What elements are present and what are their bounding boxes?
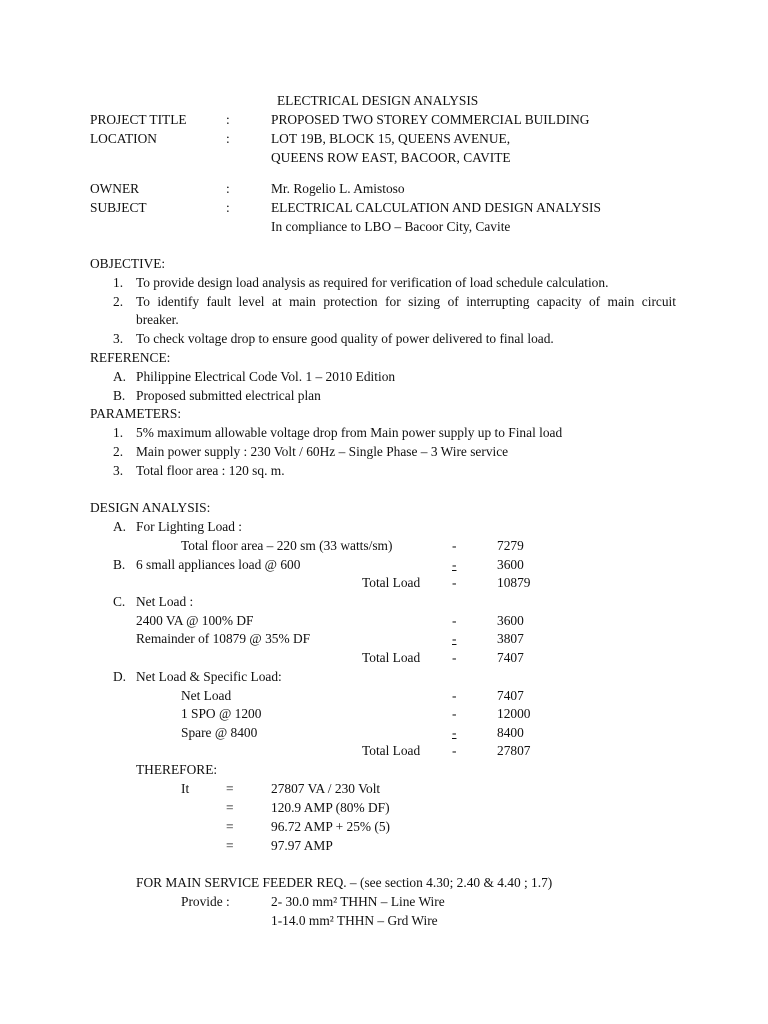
net-load-row-1-value: 3600 (497, 613, 524, 628)
appliance-load-dash: - (452, 557, 457, 572)
design-analysis-heading: DESIGN ANALYSIS: (90, 500, 211, 515)
design-marker-d: D. (113, 669, 127, 684)
therefore-heading: THEREFORE: (136, 762, 218, 777)
objective-item-2-continued: breaker. (136, 312, 179, 327)
lighting-load-row-value: 7279 (497, 538, 524, 553)
specific-load-row-2-dash: - (452, 706, 457, 721)
project-title-label: PROJECT TITLE (90, 112, 187, 127)
objective-item-2: To identify fault level at main protection for sizing of interrupting capacity of main circuit (136, 294, 676, 309)
appliance-load-underlined-cell (452, 557, 525, 573)
design-marker-c: C. (113, 594, 126, 609)
net-load-row-2-value: 3807 (497, 631, 524, 646)
project-title-value: PROPOSED TWO STOREY COMMERCIAL BUILDING (271, 112, 590, 127)
total-load-c-value: 7407 (497, 650, 524, 665)
specific-load-row-3-label: Spare @ 8400 (181, 725, 258, 740)
parameter-marker-3: 3. (113, 463, 124, 478)
net-load-row-2-dash: - (452, 631, 457, 646)
net-load-label: Net Load : (136, 594, 194, 609)
total-load-b-dash: - (452, 575, 457, 590)
design-marker-a: A. (113, 519, 127, 534)
reference-marker-a: A. (113, 369, 127, 384)
equals-sign-3: = (226, 819, 234, 834)
location-value-line-2: QUEENS ROW EAST, BACOOR, CAVITE (271, 150, 511, 165)
location-label: LOCATION (90, 131, 157, 146)
feeder-heading: FOR MAIN SERVICE FEEDER REQ. – (see section 4.30; 2.40 & 4.40 ; 1.7) (136, 875, 553, 890)
net-load-row-2-underlined-cell (452, 631, 525, 647)
net-load-row-2-label: Remainder of 10879 @ 35% DF (136, 631, 311, 646)
specific-load-label: Net Load & Specific Load: (136, 669, 282, 684)
owner-colon: : (226, 181, 230, 196)
total-load-d-label: Total Load (362, 743, 421, 758)
total-load-b-label: Total Load (362, 575, 421, 590)
specific-load-row-1-dash: - (452, 688, 457, 703)
objective-item-1: To provide design load analysis as required for verification of load schedule calculation. (136, 275, 609, 290)
calc-line-2: 120.9 AMP (80% DF) (271, 800, 390, 815)
net-load-row-1-dash: - (452, 613, 457, 628)
specific-load-row-3-underlined-cell (452, 725, 525, 741)
total-load-c-dash: - (452, 650, 457, 665)
total-load-c-label: Total Load (362, 650, 421, 665)
specific-load-row-3-dash: - (452, 725, 457, 740)
equals-sign-1: = (226, 781, 234, 796)
objective-marker-3: 3. (113, 331, 124, 346)
reference-marker-b: B. (113, 388, 126, 403)
specific-load-row-3-value: 8400 (497, 725, 524, 740)
parameter-item-3: Total floor area : 120 sq. m. (136, 463, 285, 478)
equals-sign-2: = (226, 800, 234, 815)
specific-load-row-2-value: 12000 (497, 706, 531, 721)
subject-colon: : (226, 200, 230, 215)
appliance-load-value: 3600 (497, 557, 524, 572)
calc-line-3: 96.72 AMP + 25% (5) (271, 819, 391, 834)
design-marker-b: B. (113, 557, 126, 572)
location-value-line-1: LOT 19B, BLOCK 15, QUEENS AVENUE, (271, 131, 511, 146)
project-title-colon: : (226, 112, 230, 127)
calc-line-4: 97.97 AMP (271, 838, 333, 853)
total-load-d-dash: - (452, 743, 457, 758)
subject-value-line-1: ELECTRICAL CALCULATION AND DESIGN ANALYSIS (271, 200, 601, 215)
parameter-marker-1: 1. (113, 425, 124, 440)
current-variable: It (181, 781, 190, 796)
parameter-item-1: 5% maximum allowable voltage drop from Main power supply up to Final load (136, 425, 563, 440)
net-load-row-1-label: 2400 VA @ 100% DF (136, 613, 254, 628)
lighting-load-row-dash: - (452, 538, 457, 553)
specific-load-row-2-label: 1 SPO @ 1200 (181, 706, 262, 721)
lighting-load-label: For Lighting Load : (136, 519, 243, 534)
specific-load-row-1-label: Net Load (181, 688, 232, 703)
feeder-ground-wire: 1-14.0 mm² THHN – Grd Wire (271, 913, 438, 928)
specific-load-row-1-value: 7407 (497, 688, 524, 703)
provide-label: Provide : (181, 894, 230, 909)
appliance-load-label: 6 small appliances load @ 600 (136, 557, 301, 572)
document-title: ELECTRICAL DESIGN ANALYSIS (277, 93, 479, 108)
reference-item-b: Proposed submitted electrical plan (136, 388, 321, 403)
objective-marker-1: 1. (113, 275, 124, 290)
subject-value-line-2: In compliance to LBO – Bacoor City, Cavite (271, 219, 511, 234)
feeder-line-wire: 2- 30.0 mm² THHN – Line Wire (271, 894, 445, 909)
reference-heading: REFERENCE: (90, 350, 171, 365)
owner-value: Mr. Rogelio L. Amistoso (271, 181, 405, 196)
total-load-b-value: 10879 (497, 575, 531, 590)
location-colon: : (226, 131, 230, 146)
parameters-heading: PARAMETERS: (90, 406, 182, 421)
parameter-item-2: Main power supply : 230 Volt / 60Hz – Single Phase – 3 Wire service (136, 444, 509, 459)
lighting-load-row-label: Total floor area – 220 sm (33 watts/sm) (181, 538, 393, 553)
calc-line-1: 27807 VA / 230 Volt (271, 781, 381, 796)
objective-heading: OBJECTIVE: (90, 256, 166, 271)
objective-marker-2: 2. (113, 294, 124, 309)
total-load-d-value: 27807 (497, 743, 531, 758)
subject-label: SUBJECT (90, 200, 147, 215)
equals-sign-4: = (226, 838, 234, 853)
owner-label: OWNER (90, 181, 140, 196)
parameter-marker-2: 2. (113, 444, 124, 459)
reference-item-a: Philippine Electrical Code Vol. 1 – 2010 Edition (136, 369, 396, 384)
objective-item-3: To check voltage drop to ensure good quality of power delivered to final load. (136, 331, 554, 346)
